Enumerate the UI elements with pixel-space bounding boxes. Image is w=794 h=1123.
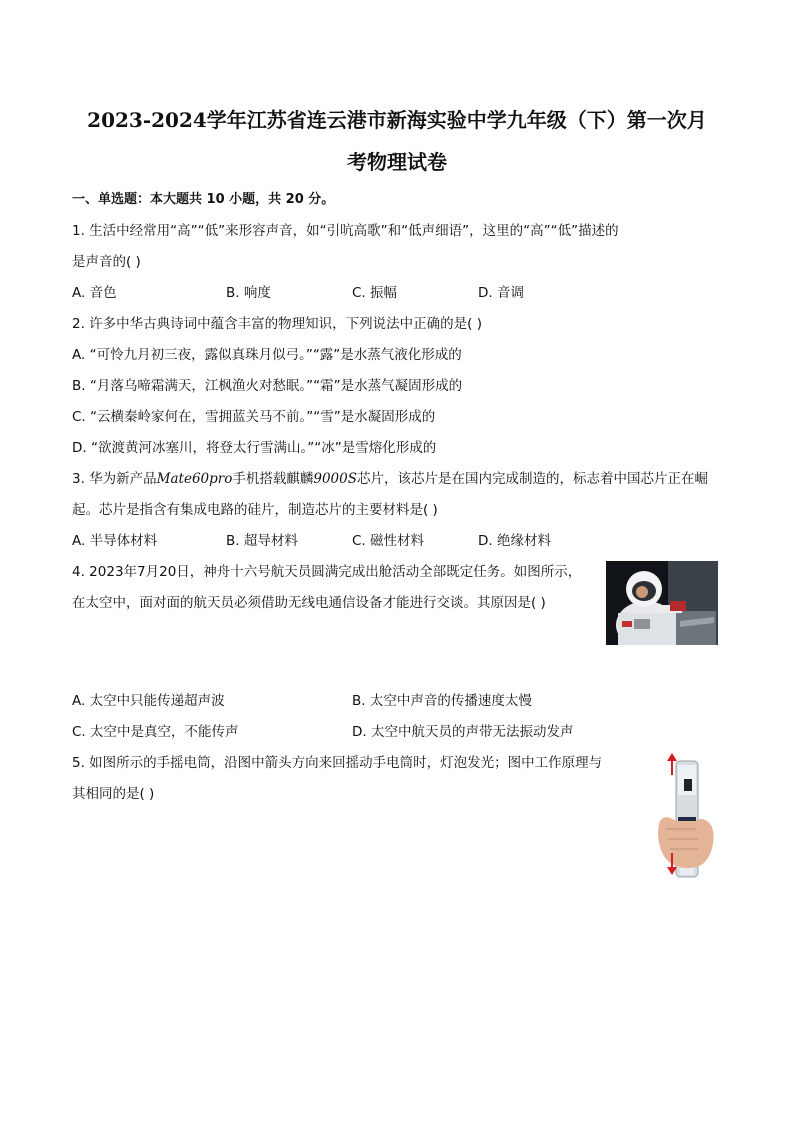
q3-option-a: A. 半导体材料 [72,533,158,549]
q2-option-b: B. “月落乌啼霜满天，江枫渔火对愁眠。”“霜”是水蒸气凝固形成的 [72,378,463,394]
q5-stem-line1: 5. 如图所示的手摇电筒，沿图中箭头方向来回摇动手电筒时，灯泡发光；图中工作原理与 [72,755,603,771]
q3-math-model: Mate60pro [156,471,233,487]
q3-stem-line1 [72,467,708,487]
q2-option-a: A. “可怜九月初三夜，露似真珠月似弓。”“露”是水蒸气液化形成的 [72,347,462,363]
q1-option-c: C. 振幅 [352,285,398,301]
exam-title-line1: 2023-2024学年江苏省连云港市新海实验中学九年级（下）第一次月 [87,108,707,132]
q1-option-b: B. 响度 [226,285,271,301]
q3-stem-post: 芯片，该芯片是在国内完成制造的，标志着中国芯片正在崛 [356,471,708,487]
q3-option-c: C. 磁性材料 [352,533,425,549]
q2-option-d: D. “欲渡黄河冰塞川，将登太行雪满山。”“冰”是雪熔化形成的 [72,440,437,456]
q4-stem-line2: 在太空中，面对面的航天员必须借助无线电通信设备才能进行交谈。其原因是( ) [72,595,546,611]
q1-stem-line2: 是声音的( ) [72,254,141,270]
q3-option-b: B. 超导材料 [226,533,298,549]
q4-stem-line1: 4. 2023年7月20日，神舟十六号航天员圆满完成出舱活动全部既定任务。如图所示， [72,564,582,580]
q2-option-c: C. “云横秦岭家何在，雪拥蓝关马不前。”“雪”是水凝固形成的 [72,409,436,425]
astronaut-image [606,561,718,645]
q1-stem-line1: 1. 生活中经常用“高”“低”来形容声音，如“引吭高歌”和“低声细语”，这里的“高”“低”描述的 [72,223,619,239]
q5-stem-line2: 其相同的是( ) [72,786,155,802]
q4-option-a: A. 太空中只能传递超声波 [72,693,225,709]
exam-title-line2: 考物理试卷 [347,150,447,174]
q4-option-c: C. 太空中是真空，不能传声 [72,724,239,740]
q3-option-d: D. 绝缘材料 [478,533,551,549]
hand-flashlight-photo [646,751,720,881]
hand-flashlight-image [646,751,720,881]
q3-stem-pre: 3. 华为新产品 [72,471,157,487]
astronaut-photo [606,561,718,645]
q1-option-a: A. 音色 [72,285,117,301]
q4-option-b: B. 太空中声音的传播速度太慢 [352,693,532,709]
q2-stem: 2. 许多中华古典诗词中蕴含丰富的物理知识，下列说法中正确的是( ) [72,316,482,332]
q3-stem-line2: 起。芯片是指含有集成电路的硅片，制造芯片的主要材料是( ) [72,502,438,518]
section-heading: 一、单选题：本大题共 10 小题，共 20 分。 [72,192,335,207]
q4-option-d: D. 太空中航天员的声带无法振动发声 [352,724,574,740]
q3-stem-mid: 手机搭载麒麟 [232,471,314,487]
q1-option-d: D. 音调 [478,285,524,301]
q3-math-chip: 9000S [313,471,357,487]
